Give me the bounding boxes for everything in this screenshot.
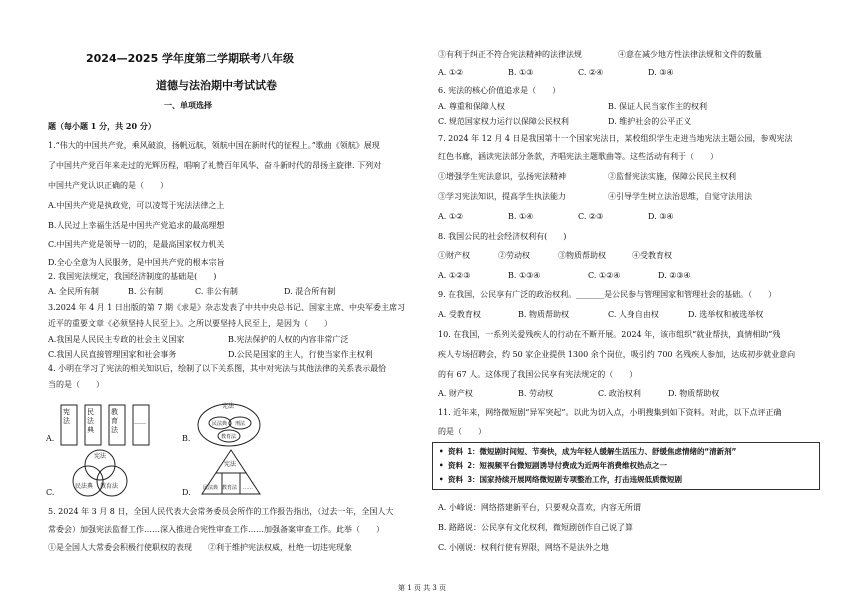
q5-item1: ①是全国人大常委会积极行使职权的表现 [48,543,192,552]
q10-option-b: B. 劳动权 [518,389,553,398]
q8-item4: ④受教育权 [632,251,672,260]
figure-d-base3: …… [243,485,253,491]
material-box [432,442,820,490]
q2-option-d: D. 混合所有制 [284,287,336,296]
q10-line1: 10. 在我国，一系列关爱残疾人的行动在不断开展。2024 年，该市组织“就业帮扶，真情相助”残 [438,330,781,339]
figure-d-base2: 教育法 [222,485,238,491]
section-note: 题（每小题 1 分，共 20 分） [48,121,156,131]
q3-line2: 近平的重要文章《必须坚持人民至上》。之所以要坚持人民至上，是因为（ ） [48,319,332,328]
q6-stem: 6. 宪法的核心价值追求是（ ） [438,86,561,95]
material-item3: • 资料 3：国家持续开展网络微短剧专项整治工作，打击违规低质微短剧 [439,475,683,484]
figure-c-circle3: 教育法 [100,483,119,490]
figure-d-base1: 民法典 [203,485,219,491]
q4-line2: 当的是（ ） [48,380,104,389]
q7-answer-a: A. ①② [438,212,464,221]
q7-item4: ④引导学生树立法治思维，自觉守法用法 [608,192,752,201]
q9-option-d: D. 选举权和被选举权 [688,310,764,319]
figure-c-letter: C. [46,488,55,497]
q7-answer-d: D. ③④ [648,212,674,221]
q10-line3: 的有 67 人。这体现了我国公民享有宪法规定的（ ） [438,370,638,379]
exam-title-line1: 2024—2025 学年度第二学期联考八年级 [86,52,295,65]
q8-item2: ②劳动权 [498,251,530,260]
q1-option-a: A.中国共产党是执政党，可以凌驾于宪法法律之上 [48,201,225,210]
figure-b-bottom: 教育法 [221,434,237,440]
q7-item3: ③学习宪法知识，提高学生执法能力 [438,192,566,201]
q5-answer-c: C. ②④ [578,68,604,77]
q9-option-b: B. 物质帮助权 [518,310,569,319]
q1-line1: 1.“伟大的中国共产党，乘风破浪，扬帆远航，领航中国在新时代的征程上。”歌曲《领航》展现 [48,141,380,150]
q7-answer-b: B. ①④ [508,212,534,221]
q8-item1: ①财产权 [438,251,470,260]
q1-option-c: C.中国共产党是领导一切的，是最高国家权力机关 [48,240,225,249]
q2-option-b: B. 公有制 [128,287,163,296]
q7-answer-c: C. ②③ [578,212,604,221]
q5-item4: ④意在减少地方性法律法规和文件的数量 [618,50,762,59]
figure-b-inner1: 民法典 [212,421,228,427]
q11-line1: 11. 近年来，网络微短剧“异军突起”。以此为切入点，小明搜集到如下资料。对此，以下点评正确 [438,408,782,417]
q11-option-b: B. 路路说：公民享有文化权利，微短剧创作自己说了算 [438,523,633,532]
q4-line1: 4. 小明在学习了宪法的相关知识后，绘制了以下关系图，其中对宪法与其他法律的关系表示最恰 [48,364,387,373]
q2-option-c: C. 非公有制 [195,287,238,296]
q6-option-c: C. 规范国家权力运行以保障公民权利 [438,117,569,126]
q7-line2: 红色书廊，涵读宪法部分条款，齐唱宪法主题歌曲等。这些活动有利于（ ） [438,152,718,161]
q5-item2: ②利于维护宪法权威，杜绝一切违宪现象 [208,543,352,552]
q11-option-c: C. 小刚说：权利行使有界限，网络不是法外之地 [438,543,609,552]
q2-stem: 2. 我国宪法规定，我国经济制度的基础是( ) [48,272,217,281]
q5-line2: 常委会）加强宪法监督工作……深入推进合宪性审查工作……加强备案审查工作。此举（ ） [48,525,384,534]
q1-line3: 中国共产党认识正确的是（ ） [48,181,168,190]
figure-a-letter: A. [46,434,55,443]
figure-d-letter: D. [182,488,191,497]
q1-option-d: D.全心全意为人民服务，是中国共产党的根本宗旨 [48,258,225,267]
figure-a-box3: 教育法 [111,408,118,434]
q11-line2: 的是（ ） [438,427,486,436]
q2-option-a: A. 全民所有制 [48,287,99,296]
material-item2: • 资料 2：短视频平台微短剧诱导付费成为近两年消费维权热点之一 [439,461,668,470]
q6-option-d: D. 维护社会的公平正义 [608,117,692,126]
figure-a-box1: 宪法 [63,408,70,425]
q3-option-d: D.公民是国家的主人，行使当家作主权利 [228,350,373,359]
q9-option-a: A. 受教育权 [438,310,481,319]
q5-answer-d: D. ③④ [648,68,674,77]
figure-d-top: 宪法 [224,461,237,468]
q5-line1: 5. 2024 年 3 月 8 日，全国人民代表大会常务委员会所作的工作报告指出，（过去一年，全国人大 [48,507,394,516]
q9-stem: 9. 在我国，公民享有广泛的政治权利。_______是公民参与管理国家和管理社会的基础。（ ） [438,290,777,299]
figure-a-box4: …… [134,419,146,426]
q8-answer-b: B. ①③④ [508,271,541,280]
q7-line1: 7. 2024 年 12 月 4 日是我国第十一个国家宪法日，某校组织学生走进当地宪法主题公园，参观宪法 [438,134,793,143]
q3-option-a: A.我国是人民民主专政的社会主义国家 [48,335,185,344]
q5-answer-b: B. ①③ [508,68,534,77]
figure-c-circle2: 民法典 [75,483,94,490]
figure-b-outer-label: 宪法 [222,403,235,410]
q10-option-a: A. 财产权 [438,389,473,398]
q10-option-d: D. 物质帮助权 [668,389,720,398]
q8-stem: 8. 我国公民的社会经济权利有( ) [438,232,567,241]
q5-item3: ③有利于纠正不符合宪法精神的法律法规 [438,50,582,59]
section-heading: 一、单项选择 [164,100,212,110]
page-footer: 第 1 页 共 3 页 [398,584,447,592]
q8-answer-d: D. ②③④ [658,271,691,280]
q3-option-c: C.我国人民直接管理国家和社会事务 [48,350,177,359]
q10-line2: 疾人专场招聘会，约 50 家企业提供 1300 余个岗位，吸引约 700 名残疾人参加，达成初步就业意向 [438,350,796,359]
q1-line2: 了中国共产党百年来走过的光辉历程，唱响了礼赞百年风华、奋斗新时代的昂扬主旋律. 下列对 [48,161,382,170]
q9-option-c: C. 人身自由权 [608,310,659,319]
figure-b-inner2: 刑法 [235,421,246,427]
q6-option-b: B. 保证人民当家作主的权利 [608,102,707,111]
q8-item3: ③物质帮助权 [558,251,606,260]
q11-option-a: A. 小峰说：网络搭建新平台，只要观众喜欢，内容无所谓 [438,503,641,512]
material-item1: • 资料 1：微短剧时间短、节奏快，成为年轻人缓解生活压力、舒缓焦虑情绪的“清新剂” [439,447,737,456]
q7-item1: ①增强学生宪法意识，弘扬宪法精神 [438,172,566,181]
q3-line1: 3.2024 年 4 月 1 日出版的第 7 期《求是》杂志发表了中共中央总书记、国家主席、中央军委主席习 [48,303,406,312]
figure-b-letter: B. [182,434,191,443]
q7-item2: ②监督宪法实施，保障公民民主权利 [608,172,736,181]
q1-option-b: B.人民过上幸福生活是中国共产党追求的最高理想 [48,221,225,230]
figure-c-circle1: 宪法 [94,453,107,460]
q3-option-b: B.宪法保护的人权的内容非常广泛 [228,335,349,344]
exam-title-line2: 道德与法治期中考试试卷 [156,79,277,92]
figure-a-box2: 民法典 [87,408,94,434]
q10-option-c: C. 政治权利 [598,389,641,398]
q8-answer-c: C. ①②④ [588,271,621,280]
q5-answer-a: A. ①② [438,68,464,77]
q8-answer-a: A. ①②③ [438,271,471,280]
q6-option-a: A. 尊重和保障人权 [438,102,505,111]
